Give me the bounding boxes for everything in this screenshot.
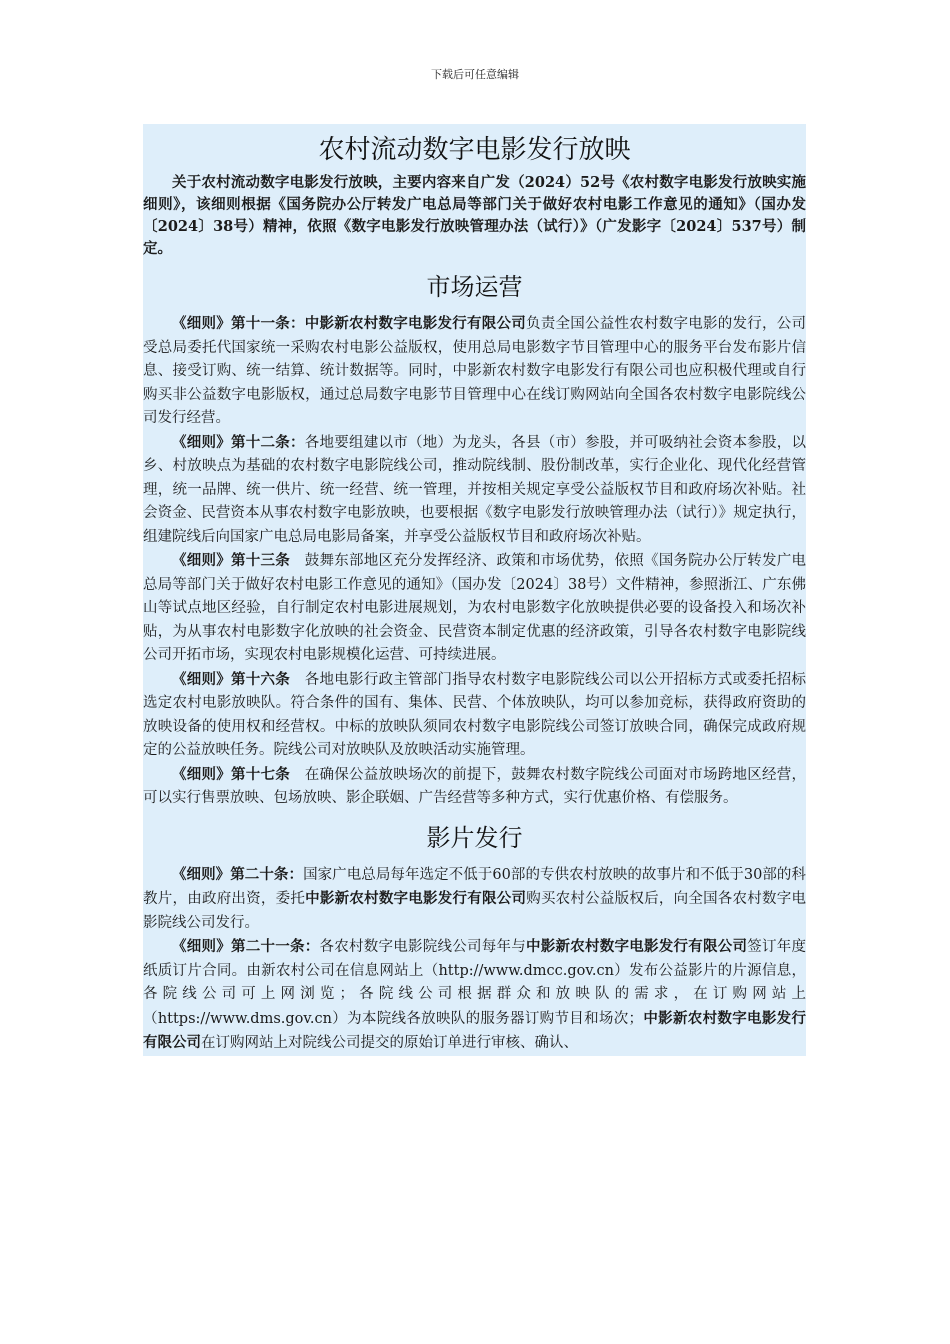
article-13-paragraph xyxy=(143,549,806,668)
document-body xyxy=(143,124,806,1056)
article-16-paragraph xyxy=(143,668,806,763)
company-name: 中影新农村数字电影发行有限公司 xyxy=(305,890,527,907)
article-label: 《细则》第十二条： xyxy=(172,433,305,451)
page-header-note: 下载后可任意编辑 xyxy=(431,68,519,81)
article-label: 《细则》第十三条 xyxy=(172,552,290,569)
document-title: 农村流动数字电影发行放映 xyxy=(318,135,631,165)
article-20-paragraph xyxy=(143,863,806,936)
article-label: 《细则》第十七条 xyxy=(172,765,290,783)
article-21-paragraph xyxy=(143,935,806,1056)
article-text: 鼓舞东部地区充分发挥经济、政策和市场优势，依照《国务院办公厅转发广电总局等部门关于做好农村电影工作意见的通知》（国办发〔2024〕38号）文件精神，参照浙江、广东佛山等试点地区经验，自行制定农村电影进展规划，为农村电影数字化放映提供必要的设备投入和场次补贴，为从事农村电影数字化放映的社会资金、民营资本制定优惠的经济政策，引导各农村数字电影院线公司开拓市场，实现农村电影规模化运营、可持续进展。 xyxy=(143,553,806,663)
article-text: 各地要组建以市（地）为龙头，各县（市）参股，并可吸纳社会资本参股，以乡、村放映点为基础的农村数字电影院线公司，推动院线制、股份制改革，实行企业化、现代化经营管理，统一品牌、统一供片、统一经营、统一管理，并按相关规定享受公益版权节目和政府场次补贴。社会资金、民营资本从事农村数字电影放映，也要根据《数字电影发行放映管理办法（试行）》规定执行，组建院线后向国家广电总局电影局备案，并享受公益版权节目和政府场次补贴。 xyxy=(143,434,806,545)
section-heading-market: 市场运营 xyxy=(426,273,523,301)
article-text: 各农村数字电影院线公司每年与 xyxy=(319,939,526,955)
article-12-paragraph xyxy=(143,431,806,550)
article-text: 购买农村公益版权后，向全国各农村数字电影院线公司发行。 xyxy=(143,891,806,931)
company-name: 中影新农村数字电影发行有限公司 xyxy=(526,938,748,955)
article-label: 《细则》第十六条 xyxy=(172,670,290,688)
article-11-paragraph xyxy=(143,312,806,431)
intro-paragraph: 关于农村流动数字电影发行放映，主要内容来自广发（2024）52号《农村数字电影发行放映实施细则》，该细则根据《国务院办公厅转发广电总局等部门关于做好农村电影工作意见的通知》（国办发〔2024〕38号）精神，依照《数字电影发行放映管理办法（试行）》（广发影字〔2024〕537号）制定。 xyxy=(143,174,806,257)
section-heading-distribution: 影片发行 xyxy=(426,823,523,852)
company-name: 中影新农村数字电影发行有限公司 xyxy=(304,315,526,332)
article-text: 负责全国公益性农村数字电影的发行，公司受总局委托代国家统一采购农村电影公益版权，使用总局电影数字节目管理中心的服务平台发布影片信息、接受订购、统一结算、统计数据等。同时，中影新农村数字电影发行有限公司也应积极代理或自行购买非公益数字电影版权，通过总局数字电影节目管理中心在线订购网站向全国各农村数字电影院线公司发行经营。 xyxy=(143,316,806,426)
company-name: 中影新农村数字电影发行有限公司 xyxy=(143,1009,806,1051)
article-17-paragraph xyxy=(143,763,806,811)
article-label: 《细则》第二十一条： xyxy=(172,938,320,955)
article-text: 各地电影行政主管部门指导农村数字电影院线公司以公开招标方式或委托招标选定农村电影放映队。符合条件的国有、集体、民营、个体放映队，均可以参加竞标，获得政府资助的放映设备的使用权和经营权。中标的放映队须同农村数字电影院线公司签订放映合同，确保完成政府规定的公益放映任务。院线公司对放映队及放映活动实施管理。 xyxy=(143,671,806,758)
article-text: 签订年度纸质订片合同。由新农村公司在信息网站上（http://www.dmcc.gov.cn）发布公益影片的片源信息，各院线公司可上网浏览；各院线公司根据群众和放映队的需求，在订购网站上（https://www.dms.gov.cn）为本院线各放映队的服务器订购节目和场次； xyxy=(143,939,806,1027)
article-label: 《细则》第十一条： xyxy=(172,315,305,332)
article-text: 国家广电总局每年选定不低于60部的专供农村放映的故事片和不低于30部的科教片，由政府出资，委托 xyxy=(143,866,806,907)
article-text: 在确保公益放映场次的前提下，鼓舞农村数字院线公司面对市场跨地区经营，可以实行售票放映、包场放映、影企联姻、广告经营等多种方式，实行优惠价格、有偿服务。 xyxy=(143,766,806,806)
article-label: 《细则》第二十条： xyxy=(172,865,304,883)
article-text: 在订购网站上对院线公司提交的原始订单进行审核、确认、 xyxy=(201,1035,578,1051)
